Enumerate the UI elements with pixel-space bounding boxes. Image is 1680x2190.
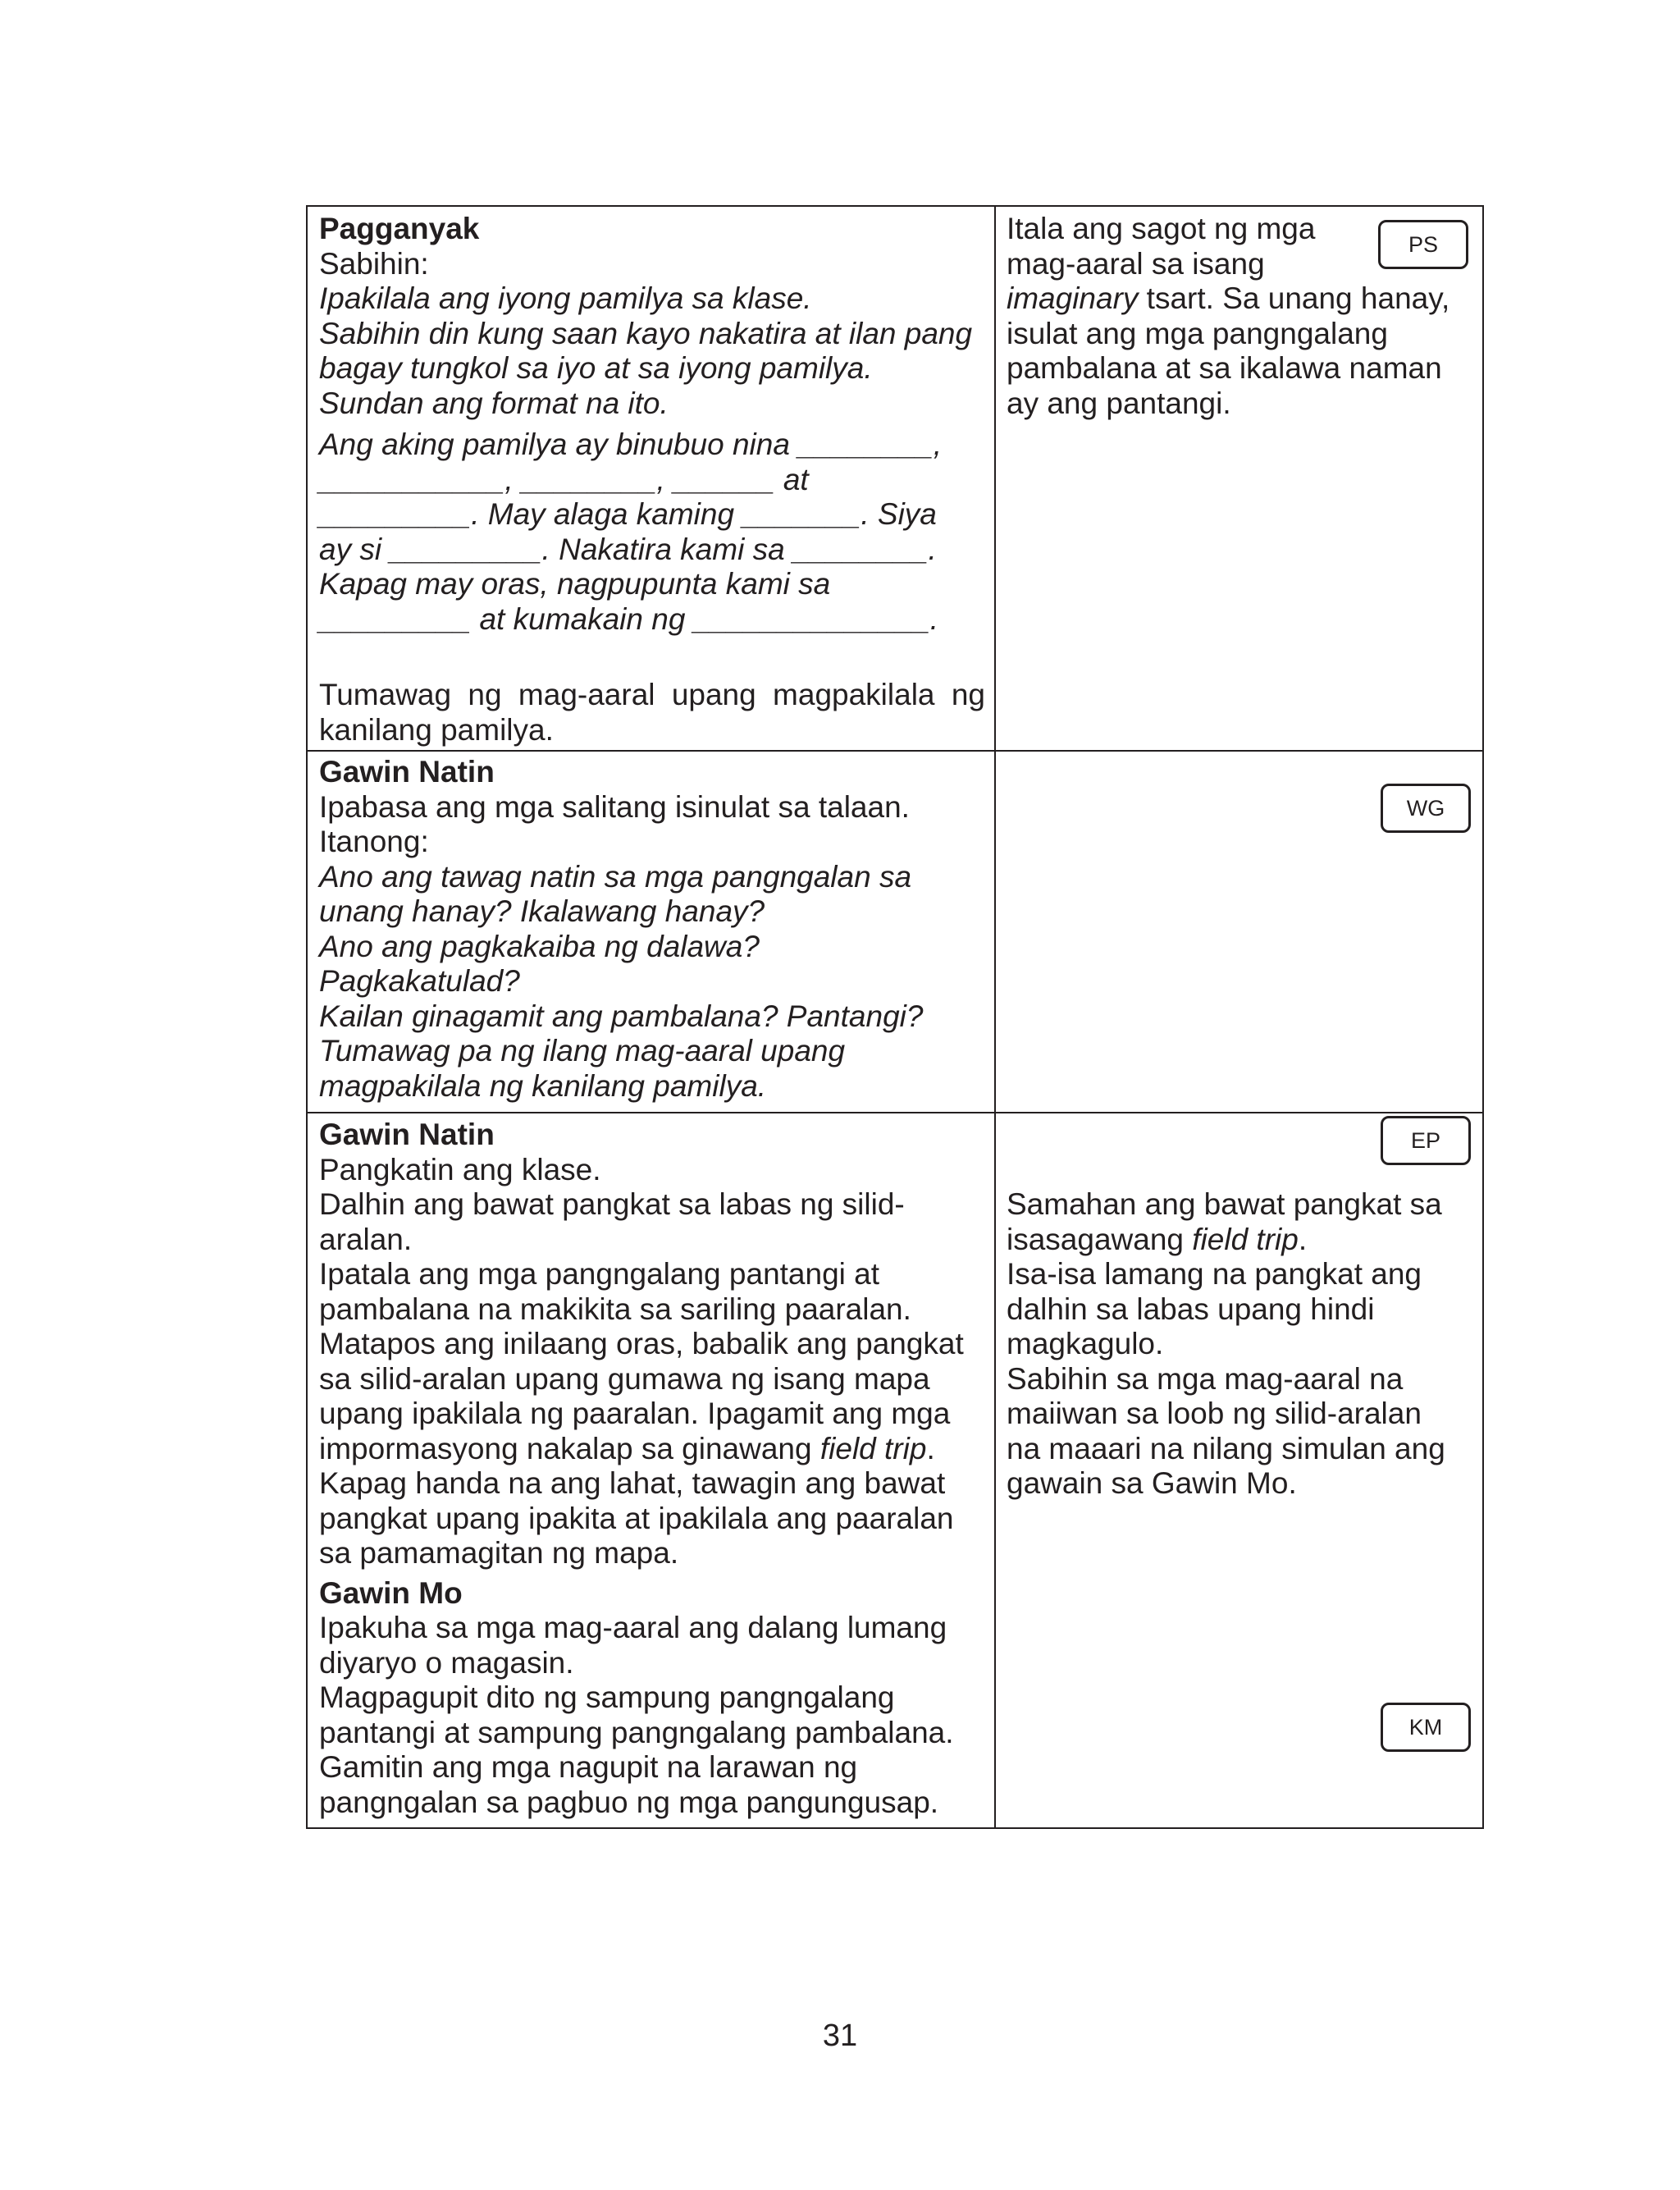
- question-line: magpakilala ng kanilang pamilya.: [319, 1068, 767, 1103]
- text-line: Gamitin ang mga nagupit na larawan ng: [319, 1750, 858, 1784]
- text-line: pambalana na makikita sa sariling paaralan.: [319, 1292, 911, 1326]
- text-line: upang ipakilala ng paaralan. Ipagamit ang mga: [319, 1397, 951, 1430]
- italic-term: imaginary: [1007, 281, 1139, 315]
- text-line: Dalhin ang bawat pangkat sa labas ng silid-: [319, 1187, 905, 1221]
- text-line: aralan.: [319, 1222, 413, 1256]
- text-line: isulat ang mga pangngalang: [1007, 316, 1388, 350]
- km-tag: KM: [1381, 1703, 1471, 1752]
- text-line: Sabihin sa mga mag-aaral na: [1007, 1361, 1404, 1396]
- text-line: Itanong:: [319, 825, 429, 858]
- text-line: na maaari na nilang simulan ang: [1007, 1431, 1445, 1465]
- text-line: Ipabasa ang mga salitang isinulat sa talaan.: [319, 789, 910, 824]
- text-line: Isa-isa lamang na pangkat ang: [1007, 1257, 1422, 1291]
- gawin-natin-heading: Gawin Natin: [319, 755, 495, 789]
- text-line: magkagulo.: [1007, 1327, 1164, 1360]
- text-line: Sabihin din kung saan kayo nakatira at ilan pang: [319, 316, 973, 350]
- gawin-mo-heading: Gawin Mo: [319, 1575, 463, 1610]
- row-divider: [308, 750, 1482, 752]
- template-line: _________. May alaga kaming _______. Siya: [319, 497, 937, 531]
- italic-term: field trip: [819, 1431, 927, 1465]
- template-line: _________ at kumakain ng ______________.: [319, 601, 939, 636]
- question-line: Tumawag pa ng ilang mag-aaral upang: [319, 1034, 846, 1068]
- text-line: bagay tungkol sa iyo at sa iyong pamilya.: [319, 351, 873, 385]
- text-line: impormasyong nakalap sa ginawang field trip.: [319, 1431, 935, 1465]
- text-line: ay ang pantangi.: [1007, 386, 1231, 420]
- question-line: Ano ang pagkakaiba ng dalawa?: [319, 929, 760, 963]
- template-line: ___________, ________, ______ at: [319, 462, 809, 496]
- text-line: Pangkatin ang klase.: [319, 1152, 601, 1186]
- ps-tag: PS: [1378, 220, 1468, 269]
- text-line: Matapos ang inilaang oras, babalik ang pangkat: [319, 1327, 964, 1360]
- ep-tag: EP: [1381, 1116, 1471, 1165]
- question-line: Kailan ginagamit ang pambalana? Pantangi?: [319, 999, 924, 1033]
- text-line: Itala ang sagot ng mga: [1007, 212, 1316, 245]
- text-line: sa pamamagitan ng mapa.: [319, 1536, 679, 1570]
- text-line: Kapag handa na ang lahat, tawagin ang bawat: [319, 1466, 946, 1500]
- gawin-natin-cell-2: [319, 1118, 985, 1820]
- question-line: Ano ang tawag natin sa mga pangngalan sa: [319, 859, 912, 894]
- row-divider: [308, 1112, 1482, 1113]
- page-number: 31: [822, 2019, 858, 2053]
- text-line: kanilang pamilya.: [319, 712, 554, 747]
- text-line: sa silid-aralan upang gumawa ng isang mapa: [319, 1361, 930, 1396]
- text-line: imaginary tsart. Sa unang hanay,: [1007, 281, 1450, 315]
- template-line: Ang aking pamilya ay binubuo nina ________,: [319, 427, 943, 461]
- text-line: mag-aaral sa isang: [1007, 246, 1265, 281]
- text-line: pantangi at sampung pangngalang pambalana.: [319, 1715, 954, 1749]
- text-line: pangkat upang ipakita at ipakilala ang paaralan: [319, 1501, 954, 1535]
- text-line: isasagawang field trip.: [1007, 1222, 1308, 1256]
- gawin-natin-cell-1: [319, 755, 985, 1104]
- template-line: Kapag may oras, nagpupunta kami sa: [319, 567, 831, 601]
- text-line: pangngalan sa pagbuo ng mga pangungusap.: [319, 1785, 939, 1819]
- text-line: diyaryo o magasin.: [319, 1645, 574, 1680]
- question-line: Pagkakatulad?: [319, 964, 520, 998]
- italic-term: field trip: [1192, 1222, 1299, 1256]
- gawin-natin-heading: Gawin Natin: [319, 1118, 495, 1151]
- text-line: Ipakilala ang iyong pamilya sa klase.: [319, 281, 812, 315]
- question-line: unang hanay? Ikalawang hanay?: [319, 894, 765, 928]
- text-line: Sabihin:: [319, 246, 429, 281]
- pagganyak-cell: [319, 212, 985, 748]
- text-line: Sundan ang format na ito.: [319, 386, 669, 420]
- text-line: dalhin sa labas upang hindi: [1007, 1292, 1375, 1326]
- template-line: ay si _________. Nakatira kami sa ________.: [319, 532, 937, 566]
- lesson-table: [306, 205, 1484, 1829]
- text-line: Ipakuha sa mga mag-aaral ang dalang lumang: [319, 1611, 947, 1644]
- text-line: Samahan ang bawat pangkat sa: [1007, 1187, 1442, 1221]
- wg-tag: WG: [1381, 784, 1471, 833]
- gawin-natin-notes-cell: [1007, 1187, 1474, 1502]
- pagganyak-heading: Pagganyak: [319, 212, 480, 245]
- text-line: pambalana at sa ikalawa naman: [1007, 351, 1442, 385]
- text-line: Magpagupit dito ng sampung pangngalang: [319, 1680, 895, 1714]
- text-line: Ipatala ang mga pangngalang pantangi at: [319, 1257, 880, 1291]
- text-line: maiiwan sa loob ng silid-aralan: [1007, 1397, 1422, 1430]
- text-line: Tumawag ng mag-aaral upang magpakilala ng: [319, 678, 985, 711]
- text-line: gawain sa Gawin Mo.: [1007, 1466, 1297, 1500]
- column-divider: [994, 207, 996, 1827]
